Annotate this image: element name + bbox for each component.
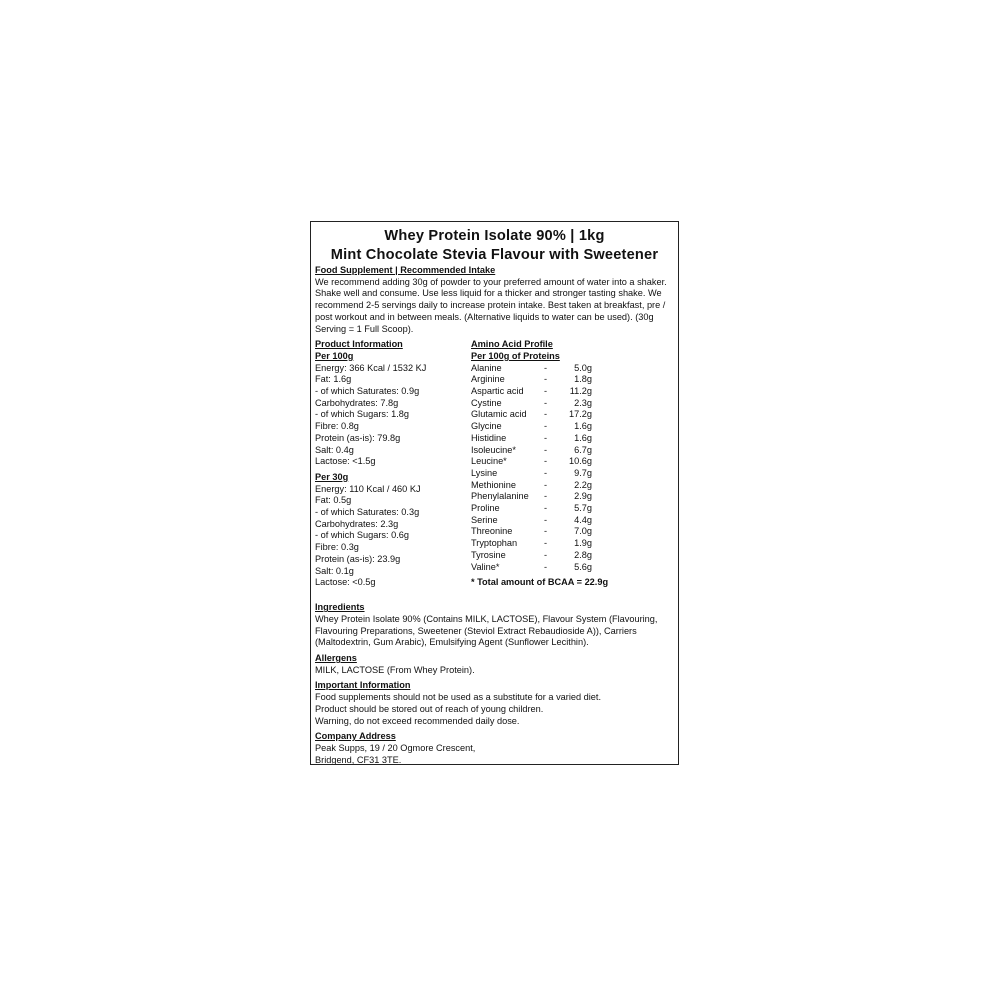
amino-acid-row	[471, 503, 671, 515]
amino-acid-dash: -	[544, 374, 548, 385]
nutrition-line: Energy: 366 Kcal / 1532 KJ	[315, 362, 427, 373]
amino-acid-row	[471, 386, 671, 398]
amino-acid-value: 10.6g	[569, 456, 592, 467]
amino-acid-name: Alanine	[471, 362, 502, 373]
nutrition-line: Salt: 0.1g	[315, 565, 354, 576]
amino-acid-name: Tyrosine	[471, 549, 506, 560]
nutrition-line: Carbohydrates: 7.8g	[315, 397, 399, 408]
amino-acid-row	[471, 456, 671, 468]
amino-acid-value: 5.6g	[574, 561, 592, 572]
amino-acid-row	[471, 538, 671, 550]
per-30g-heading: Per 30g	[315, 471, 349, 482]
allergens-text: MILK, LACTOSE (From Whey Protein).	[315, 664, 475, 675]
amino-acid-value: 2.3g	[574, 397, 592, 408]
amino-acid-value: 4.4g	[574, 514, 592, 525]
amino-acid-value: 9.7g	[574, 467, 592, 478]
amino-acid-dash: -	[544, 421, 548, 432]
nutrition-line: - of which Sugars: 1.8g	[315, 409, 409, 420]
amino-acid-name: Histidine	[471, 432, 507, 443]
amino-acid-dash: -	[544, 432, 548, 443]
product-label	[310, 221, 679, 765]
company-address-line: Bridgend, CF31 3TE.	[315, 754, 402, 765]
amino-acid-row	[471, 515, 671, 527]
amino-acid-table	[471, 363, 671, 574]
company-address-section	[315, 731, 674, 765]
amino-acid-heading: Amino Acid Profile	[471, 339, 553, 350]
company-address-line: Peak Supps, 19 / 20 Ogmore Crescent,	[315, 742, 476, 753]
amino-acid-value: 1.8g	[574, 374, 592, 385]
amino-acid-value: 2.8g	[574, 549, 592, 560]
nutrition-line: - of which Sugars: 0.6g	[315, 530, 409, 541]
amino-acid-row	[471, 374, 671, 386]
nutrition-line: - of which Saturates: 0.3g	[315, 507, 420, 518]
amino-acid-dash: -	[544, 514, 548, 525]
amino-acid-name: Threonine	[471, 526, 513, 537]
nutrition-line: Fibre: 0.3g	[315, 542, 359, 553]
product-title-line-2: Mint Chocolate Stevia Flavour with Sweetener	[330, 247, 659, 263]
per-30g-list	[315, 484, 471, 589]
bcaa-total: * Total amount of BCAA = 22.9g	[471, 577, 609, 588]
amino-acid-row	[471, 491, 671, 503]
amino-acid-name: Glutamic acid	[471, 409, 527, 420]
recommended-intake-heading: Food Supplement | Recommended Intake	[315, 265, 496, 275]
amino-acid-dash: -	[544, 549, 548, 560]
amino-acid-name: Cystine	[471, 397, 502, 408]
nutrition-line: Lactose: <1.5g	[315, 456, 376, 467]
nutrition-line: Protein (as-is): 79.8g	[315, 432, 401, 443]
amino-acid-value: 11.2g	[569, 386, 592, 397]
nutrition-line: - of which Saturates: 0.9g	[315, 386, 420, 397]
nutrition-line: Lactose: <0.5g	[315, 577, 376, 588]
amino-acid-dash: -	[544, 456, 548, 467]
amino-acid-name: Isoleucine*	[471, 444, 516, 455]
amino-acid-dash: -	[544, 479, 548, 490]
allergens-heading: Allergens	[315, 652, 357, 663]
amino-acid-dash: -	[544, 444, 548, 455]
amino-acid-name: Tryptophan	[471, 538, 518, 549]
per-100g-heading: Per 100g	[315, 350, 354, 361]
amino-acid-row	[471, 433, 671, 445]
amino-acid-value: 1.9g	[574, 538, 592, 549]
amino-acid-row	[471, 363, 671, 375]
nutrition-line: Energy: 110 Kcal / 460 KJ	[315, 483, 421, 494]
amino-acid-dash: -	[544, 467, 548, 478]
amino-acid-dash: -	[544, 561, 548, 572]
amino-acid-value: 2.2g	[574, 479, 592, 490]
nutrition-line: Protein (as-is): 23.9g	[315, 553, 401, 564]
nutrition-line: Fat: 0.5g	[315, 495, 352, 506]
amino-acid-row	[471, 562, 671, 574]
amino-acid-value: 6.7g	[574, 444, 592, 455]
amino-acid-row	[471, 550, 671, 562]
amino-acid-name: Aspartic acid	[471, 386, 524, 397]
amino-acid-value: 7.0g	[574, 526, 592, 537]
amino-acid-dash: -	[544, 538, 548, 549]
amino-acid-row	[471, 480, 671, 492]
amino-acid-dash: -	[544, 526, 548, 537]
amino-acid-name: Lysine	[471, 467, 498, 478]
amino-acid-profile	[471, 339, 671, 598]
amino-acid-value: 1.6g	[574, 432, 592, 443]
amino-acid-row	[471, 421, 671, 433]
important-information-line: Product should be stored out of reach of young children.	[315, 703, 544, 714]
amino-acid-dash: -	[544, 386, 548, 397]
amino-acid-name: Methionine	[471, 479, 516, 490]
amino-acid-row	[471, 409, 671, 421]
important-information-section	[315, 680, 674, 727]
per-100g-proteins-heading: Per 100g of Proteins	[471, 350, 560, 361]
important-information-line: Food supplements should not be used as a substitute for a varied diet.	[315, 692, 602, 703]
product-information	[315, 339, 471, 598]
amino-acid-name: Phenylalanine	[471, 491, 529, 502]
per-100g-list	[315, 363, 471, 468]
important-information-heading: Important Information	[315, 680, 411, 691]
amino-acid-value: 1.6g	[574, 421, 592, 432]
amino-acid-dash: -	[544, 362, 548, 373]
nutrition-columns	[315, 339, 674, 598]
amino-acid-value: 5.7g	[574, 503, 592, 514]
amino-acid-name: Leucine*	[471, 456, 507, 467]
company-address-heading: Company Address	[315, 731, 396, 742]
nutrition-line: Fat: 1.6g	[315, 374, 352, 385]
amino-acid-name: Arginine	[471, 374, 505, 385]
product-information-heading: Product Information	[315, 339, 403, 350]
amino-acid-value: 5.0g	[574, 362, 592, 373]
amino-acid-dash: -	[544, 397, 548, 408]
amino-acid-name: Proline	[471, 503, 500, 514]
amino-acid-row	[471, 398, 671, 410]
amino-acid-dash: -	[544, 409, 548, 420]
recommended-intake-section	[315, 265, 674, 335]
amino-acid-dash: -	[544, 503, 548, 514]
amino-acid-name: Serine	[471, 514, 498, 525]
amino-acid-row	[471, 445, 671, 457]
recommended-intake-text: We recommend adding 30g of powder to your preferred amount of water into a shaker. Shake well and consume. Use less liquid for a thicker and stronger tasting shake. We recommend 2-5 servings daily to increase protein intake. Best taken at breakfast, pre / post workout and in between meals. (Alternative liquids to water can be used). (30g Serving = 1 Full Scoop).	[315, 276, 667, 334]
amino-acid-dash: -	[544, 491, 548, 502]
ingredients-heading: Ingredients	[315, 602, 365, 613]
amino-acid-row	[471, 468, 671, 480]
amino-acid-name: Valine*	[471, 561, 500, 572]
product-title-line-1: Whey Protein Isolate 90% | 1kg	[384, 228, 605, 244]
amino-acid-row	[471, 526, 671, 538]
amino-acid-name: Glycine	[471, 421, 502, 432]
nutrition-line: Salt: 0.4g	[315, 444, 354, 455]
ingredients-section	[315, 602, 674, 649]
amino-acid-value: 17.2g	[569, 409, 592, 420]
nutrition-line: Carbohydrates: 2.3g	[315, 518, 399, 529]
allergens-section	[315, 653, 674, 676]
ingredients-text: Whey Protein Isolate 90% (Contains MILK, LACTOSE), Flavour System (Flavouring, Flavouring Preparations, Sweetener (Steviol Extract Rebaudioside A)), Carriers (Maltodextrin, Gum Arabic), Emulsifying Agent (Sunflower Lecithin).	[315, 613, 658, 648]
nutrition-line: Fibre: 0.8g	[315, 421, 359, 432]
amino-acid-value: 2.9g	[574, 491, 592, 502]
important-information-line: Warning, do not exceed recommended daily dose.	[315, 715, 520, 726]
